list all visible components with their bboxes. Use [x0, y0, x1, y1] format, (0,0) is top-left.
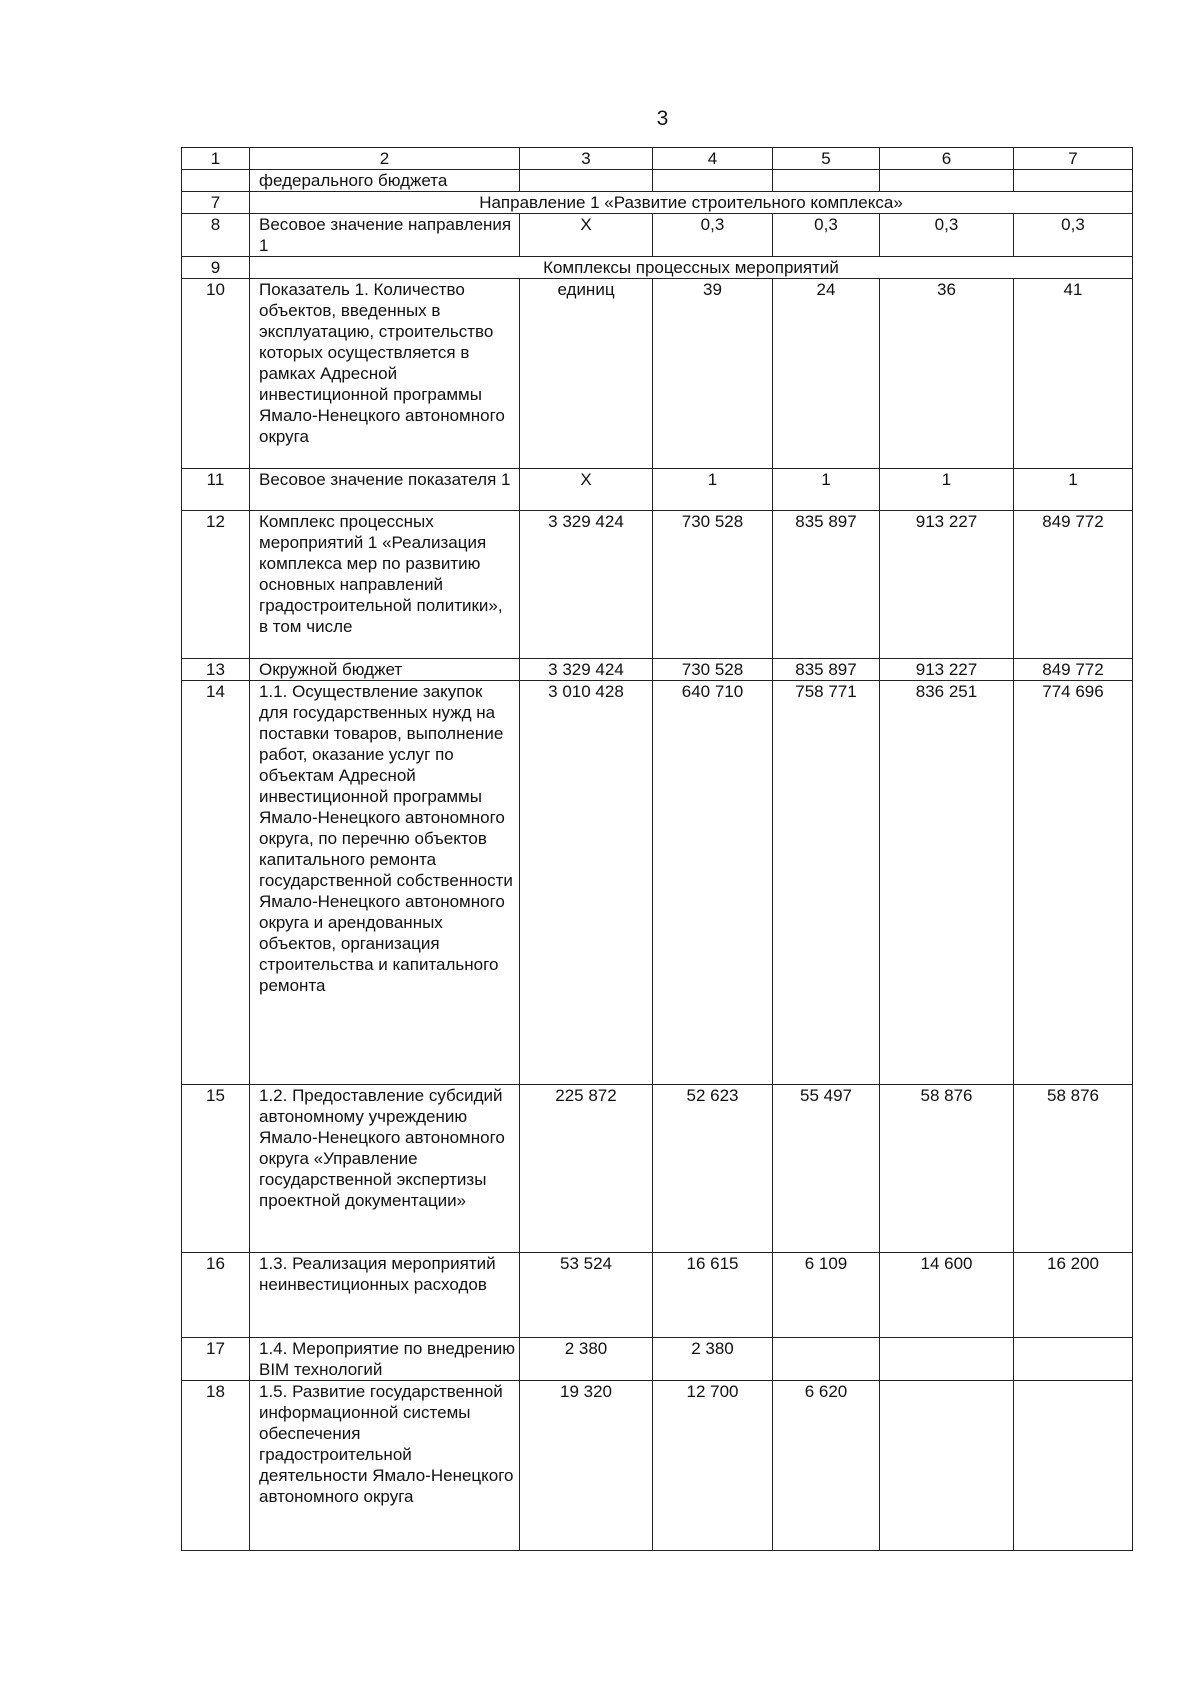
value-cell: 58 876	[1014, 1085, 1133, 1253]
row-number: 9	[182, 257, 250, 279]
value-cell: 24	[773, 279, 880, 469]
value-cell	[773, 170, 880, 192]
row-number: 12	[182, 511, 250, 659]
value-cell	[880, 1338, 1014, 1381]
table-row	[182, 469, 1133, 511]
value-cell: 1	[653, 469, 773, 511]
value-cell: 16 200	[1014, 1253, 1133, 1338]
value-cell: 730 528	[653, 511, 773, 659]
row-number: 15	[182, 1085, 250, 1253]
indicator-name: 1.5. Развитие государственной информационной системы обеспечения градостроительной деятельности Ямало-Ненецкого автономного округа	[250, 1381, 520, 1551]
value-cell: 774 696	[1014, 681, 1133, 1085]
value-cell: 2 380	[520, 1338, 653, 1381]
table-row	[182, 681, 1133, 1085]
value-cell: Х	[520, 469, 653, 511]
row-number: 11	[182, 469, 250, 511]
table-row	[182, 1381, 1133, 1551]
row-number: 7	[182, 192, 250, 214]
value-cell: 55 497	[773, 1085, 880, 1253]
value-cell	[520, 170, 653, 192]
row-number: 13	[182, 659, 250, 681]
value-cell: 16 615	[653, 1253, 773, 1338]
row-number: 8	[182, 214, 250, 257]
value-cell: 640 710	[653, 681, 773, 1085]
value-cell: 6 620	[773, 1381, 880, 1551]
budget-table	[181, 147, 1133, 1551]
row-number: 14	[182, 681, 250, 1085]
row-number: 10	[182, 279, 250, 469]
value-cell	[653, 170, 773, 192]
value-cell: 3 010 428	[520, 681, 653, 1085]
column-header: 5	[773, 148, 880, 170]
indicator-name: 1.3. Реализация мероприятий неинвестиционных расходов	[250, 1253, 520, 1338]
page-number: 3	[656, 107, 669, 130]
table-row	[182, 1253, 1133, 1338]
value-cell	[1014, 170, 1133, 192]
value-cell: 41	[1014, 279, 1133, 469]
value-cell: 1	[773, 469, 880, 511]
section-heading: Направление 1 «Развитие строительного комплекса»	[250, 192, 1133, 214]
indicator-name: 1.1. Осуществление закупок для государственных нужд на поставки товаров, выполнение работ, оказание услуг по объектам Адресной инвестиционной программы Ямало-Ненецкого автономного округа, по перечню объектов капитального ремонта государственной собственности Ямало-Ненецкого автономного округа и арендованных объектов, организация строительства и капитального ремонта	[250, 681, 520, 1085]
value-cell: 913 227	[880, 511, 1014, 659]
value-cell: 0,3	[773, 214, 880, 257]
value-cell: 58 876	[880, 1085, 1014, 1253]
value-cell: 3 329 424	[520, 659, 653, 681]
value-cell: 835 897	[773, 659, 880, 681]
value-cell: 3 329 424	[520, 511, 653, 659]
column-header: 2	[250, 148, 520, 170]
value-cell: 836 251	[880, 681, 1014, 1085]
row-number	[182, 170, 250, 192]
indicator-name: 1.2. Предоставление субсидий автономному учреждению Ямало-Ненецкого автономного округа «Управление государственной экспертизы проектной документации»	[250, 1085, 520, 1253]
column-header: 7	[1014, 148, 1133, 170]
table-row	[182, 511, 1133, 659]
table-row	[182, 1085, 1133, 1253]
value-cell: 1	[880, 469, 1014, 511]
table-row	[182, 170, 1133, 192]
value-cell: Х	[520, 214, 653, 257]
value-cell: 6 109	[773, 1253, 880, 1338]
value-cell	[1014, 1338, 1133, 1381]
column-number-header-row	[182, 148, 1133, 170]
value-cell: 14 600	[880, 1253, 1014, 1338]
value-cell: 835 897	[773, 511, 880, 659]
value-cell: 53 524	[520, 1253, 653, 1338]
table-row	[182, 1338, 1133, 1381]
value-cell: 730 528	[653, 659, 773, 681]
value-cell: 849 772	[1014, 659, 1133, 681]
value-cell: 758 771	[773, 681, 880, 1085]
value-cell: 39	[653, 279, 773, 469]
value-cell: единиц	[520, 279, 653, 469]
row-number: 16	[182, 1253, 250, 1338]
indicator-name: Комплекс процессных мероприятий 1 «Реализация комплекса мер по развитию основных направлений градостроительной политики», в том числе	[250, 511, 520, 659]
indicator-name: Весовое значение показателя 1	[250, 469, 520, 511]
table-row	[182, 192, 1133, 214]
column-header: 1	[182, 148, 250, 170]
value-cell: 2 380	[653, 1338, 773, 1381]
value-cell	[880, 1381, 1014, 1551]
value-cell	[1014, 1381, 1133, 1551]
column-header: 3	[520, 148, 653, 170]
value-cell: 1	[1014, 469, 1133, 511]
value-cell	[773, 1338, 880, 1381]
value-cell: 225 872	[520, 1085, 653, 1253]
table-body	[182, 148, 1133, 1551]
value-cell: 913 227	[880, 659, 1014, 681]
table-row	[182, 279, 1133, 469]
column-header: 4	[653, 148, 773, 170]
value-cell: 52 623	[653, 1085, 773, 1253]
indicator-name: федерального бюджета	[250, 170, 520, 192]
row-number: 17	[182, 1338, 250, 1381]
value-cell: 0,3	[1014, 214, 1133, 257]
value-cell	[880, 170, 1014, 192]
value-cell: 0,3	[653, 214, 773, 257]
row-number: 18	[182, 1381, 250, 1551]
value-cell: 849 772	[1014, 511, 1133, 659]
value-cell: 0,3	[880, 214, 1014, 257]
column-header: 6	[880, 148, 1014, 170]
table-row	[182, 659, 1133, 681]
table-row	[182, 214, 1133, 257]
section-heading: Комплексы процессных мероприятий	[250, 257, 1133, 279]
indicator-name: Окружной бюджет	[250, 659, 520, 681]
indicator-name: Показатель 1. Количество объектов, введенных в эксплуатацию, строительство которых осуществляется в рамках Адресной инвестиционной программы Ямало-Ненецкого автономного округа	[250, 279, 520, 469]
value-cell: 36	[880, 279, 1014, 469]
value-cell: 19 320	[520, 1381, 653, 1551]
indicator-name: 1.4. Мероприятие по внедрению BIM технологий	[250, 1338, 520, 1381]
value-cell: 12 700	[653, 1381, 773, 1551]
table-row	[182, 257, 1133, 279]
indicator-name: Весовое значение направления 1	[250, 214, 520, 257]
